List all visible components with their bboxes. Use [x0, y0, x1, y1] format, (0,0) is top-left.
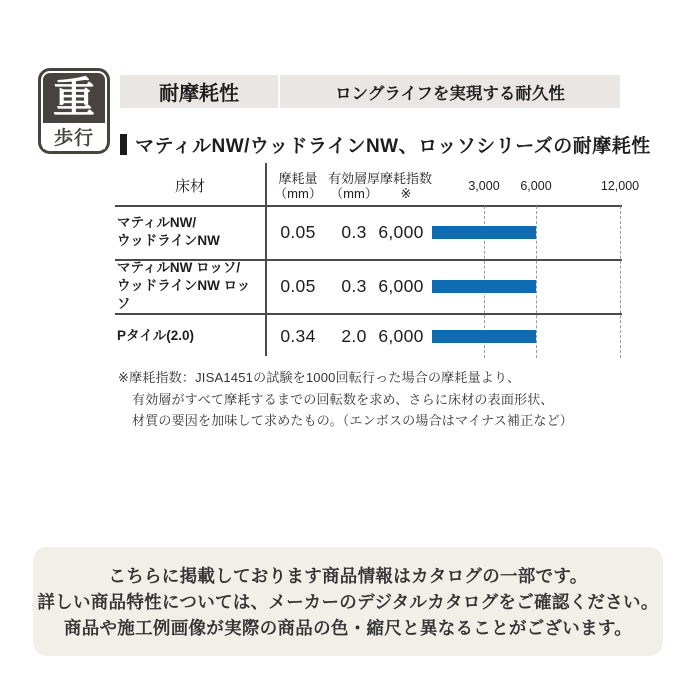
col-header-layer-line1: 有効層厚: [327, 171, 380, 186]
material-name: [117, 313, 263, 359]
col-header-wear-line2: （mm）: [274, 186, 322, 201]
badge-heavy-char: 重: [43, 73, 105, 123]
col-header-layer-line2: （mm）: [330, 186, 378, 201]
abrasion-spec-table: [115, 163, 640, 360]
wear-index-bar: [432, 330, 536, 343]
col-header-index-line2: ※: [400, 186, 412, 201]
header-bar: [120, 75, 620, 108]
badge-walk-label: 歩行: [43, 123, 105, 149]
material-line1: Pタイル(2.0): [117, 328, 194, 343]
notice-line: 詳しい商品特性については、メーカーのデジタルカタログをご確認ください。: [37, 591, 659, 612]
material-line1: マティルNW/: [117, 215, 197, 230]
notice-line: こちらに掲載しております商品情報はカタログの一部です。: [108, 565, 588, 586]
wear-amount-value: 0.05: [280, 221, 316, 242]
axis-tick-12000: 12,000: [600, 179, 640, 193]
title-bar-mark: [120, 134, 127, 155]
section-title-text: マティルNW/ウッドラインNW、ロッソシリーズの耐摩耗性: [135, 136, 651, 157]
heavy-walk-badge-icon: [38, 68, 110, 154]
section-title: [120, 131, 651, 158]
col-header-wear-amount: [270, 169, 326, 203]
effective-layer-value: 2.0: [341, 325, 367, 346]
header-title: 耐摩耗性: [159, 83, 239, 105]
material-line2: ウッドラインNW ロッソ: [117, 278, 251, 311]
axis-tick-6000: 6,000: [520, 179, 552, 193]
wear-index-value: 6,000: [378, 275, 424, 296]
wear-index-value: 6,000: [378, 325, 424, 346]
material-line1: マティルNW ロッソ/: [117, 260, 241, 275]
wear-amount-value: 0.34: [280, 325, 316, 346]
col-header-effective-layer: [326, 169, 382, 203]
effective-layer-value: 0.3: [341, 221, 367, 242]
wear-index-value: 6,000: [378, 221, 424, 242]
catalog-notice-box: [33, 547, 663, 656]
notice-line: 商品や施工例画像が実際の商品の色・縮尺と異なることがございます。: [63, 617, 633, 638]
table-row: [115, 313, 622, 359]
wear-index-bar: [432, 226, 536, 239]
col-header-material: 床材: [174, 177, 205, 195]
material-name: [117, 205, 263, 259]
wear-amount-value: 0.05: [280, 275, 316, 296]
footnote-line: 有効層がすべて摩耗するまでの回転数を求め、さらに床材の表面形状、: [132, 391, 554, 407]
axis-tick-3000: 3,000: [468, 179, 500, 193]
col-header-wear-index: [380, 169, 432, 203]
col-header-wear-line1: 摩耗量: [278, 171, 318, 186]
effective-layer-value: 0.3: [341, 275, 367, 296]
header-subtitle: ロングライフを実現する耐久性: [335, 84, 565, 103]
footnote: [118, 367, 573, 432]
col-header-index-line1: 摩耗指数: [380, 171, 433, 186]
table-row: [115, 205, 622, 259]
footnote-line: ※摩耗指数：JISA1451の試験を1000回転行った場合の摩耗量より、: [118, 370, 521, 385]
wear-index-bar: [432, 280, 536, 293]
material-name: [117, 259, 263, 313]
table-row: [115, 259, 622, 313]
material-line2: ウッドラインNW: [117, 233, 220, 248]
footnote-line: 材質の要因を加味して求めたもの。（エンボスの場合はマイナス補正など）: [132, 413, 574, 428]
